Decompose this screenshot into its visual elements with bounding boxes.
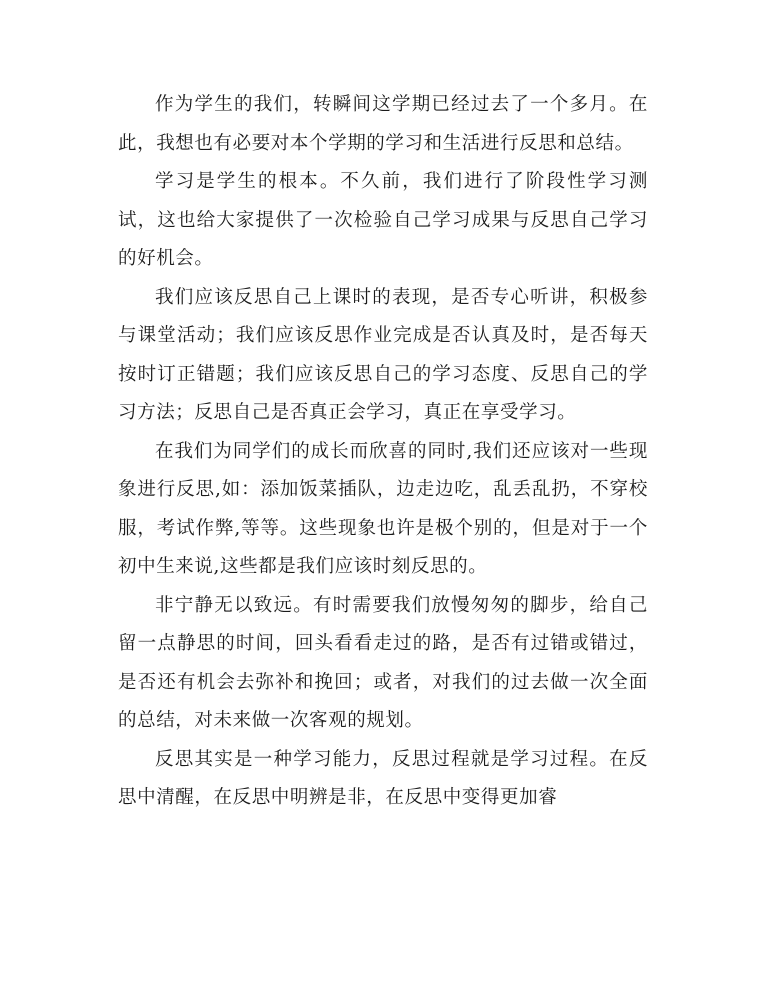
document-body (118, 86, 648, 818)
paragraph-5: 非宁静无以致远。有时需要我们放慢匆匆的脚步，给自己留一点静思的时间，回头看看走过的路，是否有过错或错过，是否还有机会去弥补和挽回；或者，对我们的过去做一次全面的总结，对未来做一次客观的规划。 (118, 594, 648, 731)
paragraph-4: 在我们为同学们的成长而欣喜的同时,我们还应该对一些现象进行反思,如：添加饭菜插队，边走边吃，乱丢乱扔，不穿校服，考试作弊,等等。这些现象也许是极个别的，但是对于一个初中生来说,这些都是我们应该时刻反思的。 (118, 440, 648, 577)
paragraph-2: 学习是学生的根本。不久前，我们进行了阶段性学习测试，这也给大家提供了一次检验自己学习成果与反思自己学习的好机会。 (118, 171, 648, 269)
paragraph-1: 作为学生的我们，转瞬间这学期已经过去了一个多月。在此，我想也有必要对本个学期的学习和生活进行反思和总结。 (118, 94, 648, 154)
paragraph-6: 反思其实是一种学习能力，反思过程就是学习过程。在反思中清醒，在反思中明辨是非，在反思中变得更加睿 (118, 748, 648, 808)
paragraph-3: 我们应该反思自己上课时的表现，是否专心听讲，积极参与课堂活动；我们应该反思作业完成是否认真及时，是否每天按时订正错题；我们应该反思自己的学习态度、反思自己的学习方法；反思自己是否真正会学习，真正在享受学习。 (118, 286, 648, 423)
